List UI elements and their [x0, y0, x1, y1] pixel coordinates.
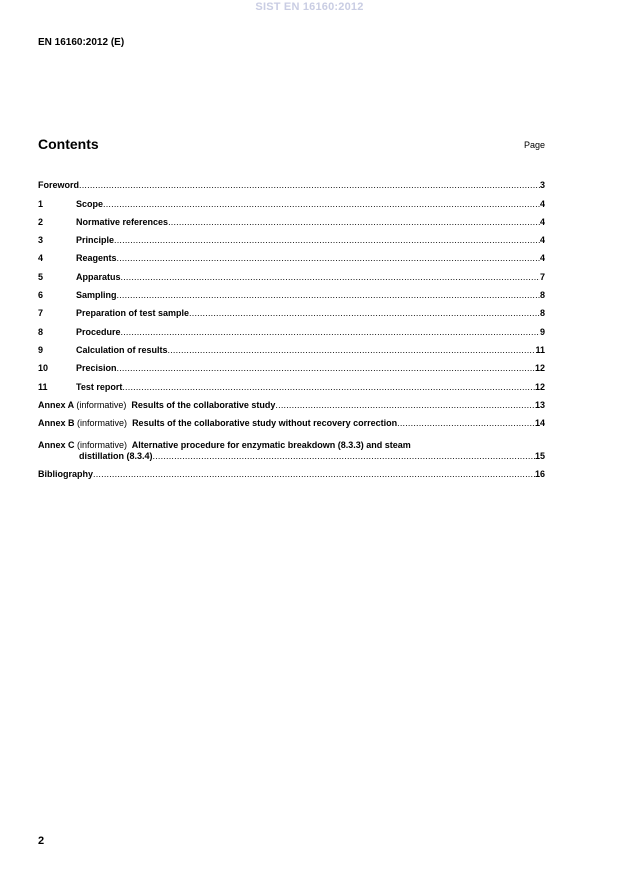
toc-entry-label: Sampling [76, 290, 117, 301]
toc-entry-page: 4 [539, 253, 545, 264]
toc-leader-dots [122, 382, 535, 396]
toc-entry-label: Normative references [76, 216, 169, 227]
toc-annex-label [38, 400, 275, 414]
toc-leader-dots [79, 180, 540, 194]
toc-entry-number: 1 [38, 198, 44, 209]
toc-leader-dots [114, 235, 540, 249]
toc-entry-label: Preparation of test sample [76, 308, 190, 319]
watermark: SIST EN 16160:2012 [255, 1, 364, 13]
annex-prefix: Annex B [38, 418, 75, 429]
toc-entry-number: 11 [38, 381, 48, 392]
toc-entry-annex-a[interactable] [38, 396, 545, 414]
toc-entry-label: Procedure [76, 326, 121, 337]
toc-leader-dots [103, 199, 540, 213]
toc-entry-label: Bibliography [38, 469, 94, 480]
annex-type: (informative) [76, 399, 127, 410]
toc-entry-calculation-of-results[interactable] [38, 341, 545, 359]
toc-entry-number: 5 [38, 271, 44, 282]
toc-entry-number: 6 [38, 290, 44, 301]
toc-entry-label: Foreword [38, 180, 80, 191]
annex-prefix: Annex C [38, 440, 75, 451]
toc-leader-dots [121, 327, 540, 341]
toc-leader-dots [275, 400, 535, 414]
toc-entry-label: Apparatus [76, 271, 121, 282]
toc-entry-page: 12 [534, 363, 545, 374]
toc-entry-bibliography[interactable] [38, 465, 545, 483]
annex-c-line2 [38, 451, 545, 465]
toc-entry-label: Principle [76, 235, 115, 246]
annex-type: (informative) [77, 418, 128, 429]
toc-entry-page: 9 [539, 326, 545, 337]
toc-entry-preparation-of-test-sample[interactable] [38, 304, 545, 322]
toc-leader-dots [121, 272, 540, 286]
toc-entry-page: 12 [534, 381, 545, 392]
toc-entry-page: 4 [539, 216, 545, 227]
toc-entry-number: 2 [38, 216, 44, 227]
toc-entry-procedure[interactable] [38, 322, 545, 340]
toc-leader-dots [168, 345, 536, 359]
toc-entry-page: 14 [534, 418, 545, 429]
toc-entry-scope[interactable] [38, 194, 545, 212]
toc-entry-precision[interactable] [38, 359, 545, 377]
toc-entry-foreword[interactable] [38, 176, 545, 194]
annex-type: (informative) [77, 440, 128, 451]
toc-entry-principle[interactable] [38, 231, 545, 249]
toc-entry-sampling[interactable] [38, 286, 545, 304]
toc-title: Contents [38, 136, 99, 152]
toc-entry-page: 4 [539, 235, 545, 246]
toc-entry-page: 8 [539, 308, 545, 319]
toc-entry-page: 11 [535, 344, 545, 355]
toc-entry-page: 4 [539, 198, 545, 209]
toc-leader-dots [117, 290, 540, 304]
toc-entry-number: 3 [38, 235, 44, 246]
toc-entry-number: 8 [38, 326, 44, 337]
toc-annex-label [38, 418, 397, 432]
toc-entry-label: Reagents [76, 253, 117, 264]
toc-leader-dots [93, 469, 535, 483]
toc-entry-annex-b[interactable] [38, 414, 545, 432]
toc-leader-dots [189, 308, 540, 322]
toc-entry-page: 7 [539, 271, 545, 282]
toc-entry-number: 4 [38, 253, 44, 264]
toc-leader-dots [168, 217, 540, 231]
toc-entry-page: 3 [539, 180, 545, 191]
annex-c-line1 [38, 440, 545, 451]
toc-page-heading: Page [523, 140, 545, 150]
document-id: EN 16160:2012 (E) [38, 37, 125, 48]
toc-entry-page: 16 [534, 469, 545, 480]
toc-entry-page: 15 [534, 451, 545, 462]
toc-entry-annex-c[interactable] [38, 432, 545, 465]
toc-entry-label: Precision [76, 363, 117, 374]
annex-c-wrap [38, 440, 545, 465]
toc-entry-number: 9 [38, 344, 44, 355]
annex-title: Results of the collaborative study [131, 399, 276, 410]
toc-leader-dots [153, 451, 535, 462]
toc-entry-number: 7 [38, 308, 44, 319]
annex-prefix: Annex A [38, 399, 74, 410]
toc-entry-test-report[interactable] [38, 377, 545, 395]
toc-entry-page: 13 [534, 399, 545, 410]
annex-title-line1: Alternative procedure for enzymatic breakdown (8.3.3) and steam [131, 440, 411, 451]
toc-entry-number: 10 [38, 363, 49, 374]
toc-entry-apparatus[interactable] [38, 267, 545, 285]
toc-leader-dots [397, 418, 535, 432]
toc-entry-label: Test report [76, 381, 123, 392]
annex-title-line2: distillation (8.3.4) [79, 451, 153, 462]
toc-entry-label: Scope [76, 198, 104, 209]
toc-leader-dots [117, 253, 540, 267]
page-number: 2 [38, 835, 45, 847]
toc-entry-normative-references[interactable] [38, 213, 545, 231]
toc-entry-reagents[interactable] [38, 249, 545, 267]
toc-entry-page: 8 [539, 290, 545, 301]
table-of-contents [38, 176, 545, 483]
annex-title: Results of the collaborative study without recovery correction [132, 418, 398, 429]
toc-entry-label: Calculation of results [76, 344, 168, 355]
toc-leader-dots [117, 363, 535, 377]
